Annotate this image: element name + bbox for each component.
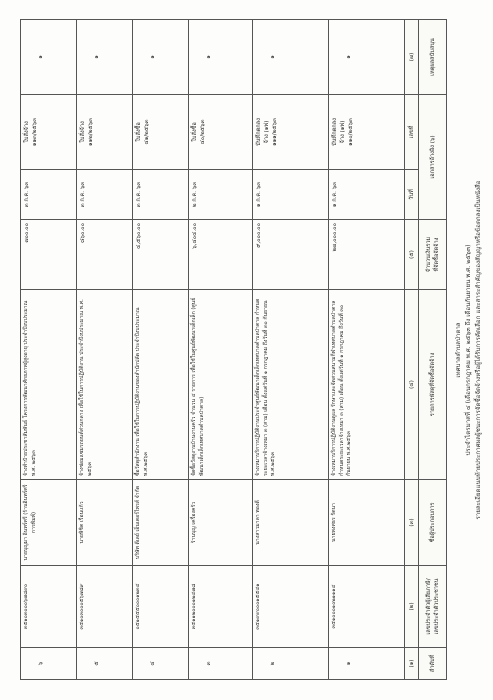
col-taxid-header-b: เลขประจำตัวประชาชน bbox=[433, 578, 440, 635]
row-ref-type: บันทึกตกลง bbox=[332, 118, 338, 146]
col-taxid-header bbox=[419, 566, 447, 648]
procurement-table bbox=[20, 19, 447, 680]
col-taxid-header-a: เลขประจำตัวผู้เสียภาษี/ bbox=[425, 578, 432, 635]
row-no: ๒ bbox=[253, 648, 329, 680]
table-row bbox=[329, 20, 405, 680]
row-name: นายบุญมา อินทร์ศรี (ร้านอินทร์ศรีการพิมพ์) bbox=[21, 480, 77, 566]
col-name-num: (๓) bbox=[405, 480, 419, 566]
row-ref-type: บันทึกตกลง bbox=[256, 118, 262, 146]
col-item-num: (๔) bbox=[405, 290, 419, 480]
col-amount-header-b: ที่จัดซื้อจัดจ้าง bbox=[433, 237, 440, 272]
row-item: ซื้อวัสดุสำนักงาน เพื่อใช้ในการปฏิบัติงานของสำนักปลัด ประจำปีงบประมาณ พ.ศ.๒๕๖๓ bbox=[133, 290, 189, 480]
row-date: ๑ ก.ค. ๖๓ bbox=[329, 170, 405, 220]
header-subrow bbox=[405, 20, 419, 680]
row-amount: ๗๐๐.๐๐ bbox=[21, 220, 77, 290]
row-ref-number: ๔๑/๒๕๖๓ bbox=[144, 119, 150, 145]
row-name: ร้านบุญ เครื่องครัว bbox=[189, 480, 253, 566]
row-reason: ๑ bbox=[133, 20, 189, 95]
row-name: นายพงศธร รัตนา bbox=[329, 480, 405, 566]
row-ref-number: ๑๑๑/๒๕๖๓ bbox=[272, 118, 278, 146]
row-ref-type: ใบสั่งจ้าง bbox=[24, 121, 30, 143]
row-ref bbox=[329, 95, 405, 170]
row-ref bbox=[189, 95, 253, 170]
row-date: ๑ ก.ค. ๖๓ bbox=[253, 170, 329, 220]
row-tax-id: ๓๕๑๐๓๐๐๐๕๖๗๘๙ bbox=[77, 566, 133, 648]
row-no: ๓ bbox=[189, 648, 253, 680]
header-line-1: รายละเอียดแนบท้ายประกาศผลผู้ชนะการจัดซื้อจัดจ้างหรือผู้ได้รับการคัดเลือก และสาระสำคัญของสัญญาหรือข้อตกลงเป็นหนังสือ bbox=[475, 180, 482, 520]
col-amount-header-a: จำนวนเงินรวม bbox=[425, 236, 432, 273]
row-amount: ๙,๐๐๐.๐๐ bbox=[253, 220, 329, 290]
row-amount: ๒๗,๐๐๐.๐๐ bbox=[329, 220, 405, 290]
row-amount: ๘๖๐.๐๐ bbox=[77, 220, 133, 290]
row-name: นายพิชิต เรือนแก้ว bbox=[77, 480, 133, 566]
col-amount-num: (๕) bbox=[405, 220, 419, 290]
row-ref-type: ใบสั่งซื้อ bbox=[192, 122, 198, 142]
row-date: ๓ ก.ค. ๖๓ bbox=[21, 170, 77, 220]
col-date-header: วันที่ bbox=[405, 170, 419, 220]
row-tax-id: ๓๕๑๑๒๐๐๐๑๒๔๗๘ bbox=[189, 566, 253, 648]
row-ref-detail: จ้าง (๑ฟ) bbox=[264, 120, 270, 144]
row-date: ๓ ก.ค. ๖๓ bbox=[133, 170, 189, 220]
row-ref-number: ๑๑๓/๒๕๖๓ bbox=[32, 117, 38, 147]
row-item: จ้างเหมาบริการปฏิบัติงานดูแล รักษาและจัดสวนสนามกีฬาเทศบาลตำบลป่าตาล กำหนดระยะเวลาจ้างเหมา ๓ (สาม) เดือน ตั้งแต่วันที่ ๑ กรกฎาคม ถึงวันที่ ๓๐ กันยายน พ.ศ.๒๕๖๓ bbox=[329, 290, 405, 480]
col-taxid-num: (๒) bbox=[405, 566, 419, 648]
row-tax-id: ๓๕๑๐๓๐๐๐๖๗๘๙๐ bbox=[21, 566, 77, 648]
col-amount-header bbox=[419, 220, 447, 290]
row-tax-id: ๓๕๑๙๙๐๐๐๑๕๕๔๑ bbox=[253, 566, 329, 648]
row-amount: ๔,๕๖๐.๐๐ bbox=[133, 220, 189, 290]
row-item: จ้างซ่อมแซมรถยนต์ส่วนกลาง เพื่อใช้ในการปฏิบัติงาน ประจำปีงบประมาณ พ.ศ. ๒๕๖๓ bbox=[77, 290, 133, 480]
row-no: ๕ bbox=[77, 648, 133, 680]
row-no: ๖ bbox=[21, 648, 77, 680]
col-ref-header: เอกสารอ้างอิง (๖) bbox=[419, 95, 447, 220]
row-item: จัดซื้อวัสดุงานบ้านงานครัว จำนวน ๔ รายการ เพื่อใช้ในศูนย์พัฒนาเด็กเล็ก (ศูนย์พัฒนาเด็กเล็กเทศบาลตำบลป่าตาล) bbox=[189, 290, 253, 480]
row-name: นางสาวมาลา ทองดี bbox=[253, 480, 329, 566]
row-ref-number: ๑๑๐/๒๕๖๓ bbox=[348, 118, 354, 146]
row-tax-id: ๐๕๑๕๕๕๐๐๐๑๒๓๔ bbox=[133, 566, 189, 648]
col-item-header: รายการพัสดุที่จัดซื้อจัดจ้าง bbox=[419, 290, 447, 480]
row-reason: ๑ bbox=[21, 20, 77, 95]
row-ref-number: ๔๐/๒๕๖๓ bbox=[200, 119, 206, 145]
row-reason: ๑ bbox=[77, 20, 133, 95]
row-ref bbox=[21, 95, 77, 170]
col-reason-header: เหตุผลสนับสนุน bbox=[419, 20, 447, 95]
row-no: ๔ bbox=[133, 648, 189, 680]
row-name: บริษัท ดีเลย์ เอ็นเตอร์ไพรส์ จำกัด bbox=[133, 480, 189, 566]
table-row bbox=[77, 20, 133, 680]
row-ref bbox=[253, 95, 329, 170]
row-ref-detail: จ้าง (๑ฟ) bbox=[340, 120, 346, 144]
col-no-num: (๑) bbox=[405, 648, 419, 680]
row-date: ๒ ก.ค. ๖๓ bbox=[189, 170, 253, 220]
row-reason: ๑ bbox=[253, 20, 329, 95]
row-reason: ๑ bbox=[189, 20, 253, 95]
row-item: จ้างเหมาบริการปฏิบัติงานประจำศูนย์พัฒนาเด็กเล็กเทศบาลตำบลป่าตาล กำหนดระยะเวลาจ้างเหมา ๓ (สาม) เดือน ตั้งแต่วันที่ ๑ กรกฎาคม ถึงวันที่ ๓๐ กันยายน พ.ศ.๒๕๖๓ bbox=[253, 290, 329, 480]
header-row bbox=[419, 20, 447, 680]
row-date: ๓ ก.ค. ๖๓ bbox=[77, 170, 133, 220]
row-amount: ๖,๔๐๔.๐๐ bbox=[189, 220, 253, 290]
col-refno-header: เลขที่ bbox=[405, 95, 419, 170]
row-ref bbox=[77, 95, 133, 170]
row-ref bbox=[133, 95, 189, 170]
table-row bbox=[21, 20, 77, 680]
header-line-3: เทศบาลตำบลป่าตาล bbox=[455, 322, 462, 378]
row-ref-type: ใบสั่งซื้อ bbox=[136, 122, 142, 142]
row-ref-number: ๑๑๒/๒๕๖๓ bbox=[88, 118, 94, 146]
col-no-header: ลำดับที่ bbox=[419, 648, 447, 680]
col-reason-num: (๗) bbox=[405, 20, 419, 95]
table-row bbox=[133, 20, 189, 680]
table-row bbox=[189, 20, 253, 680]
row-no: ๑ bbox=[329, 648, 405, 680]
row-tax-id: ๓๕๑๐๐๐๑๐๒๑๑๑๔ bbox=[329, 566, 405, 648]
table-row bbox=[253, 20, 329, 680]
row-item: จ้างทำป้ายประชาสัมพันธ์ โครงการพัฒนาศักยภาพผู้สูงอายุ ประจำปีงบประมาณ พ.ศ. ๒๕๖๓ bbox=[21, 290, 77, 480]
row-ref-type: ใบสั่งจ้าง bbox=[80, 121, 86, 143]
row-reason: ๑ bbox=[329, 20, 405, 95]
header-line-2: ประจำไตรมาสที่ ๔ (เดือนกรกฎาคม พ.ศ. ๒๕๖๓ ถึง เดือนกันยายน พ.ศ. ๒๕๖๓) bbox=[465, 244, 472, 456]
col-name-header: ชื่อผู้ประกอบการ bbox=[419, 480, 447, 566]
